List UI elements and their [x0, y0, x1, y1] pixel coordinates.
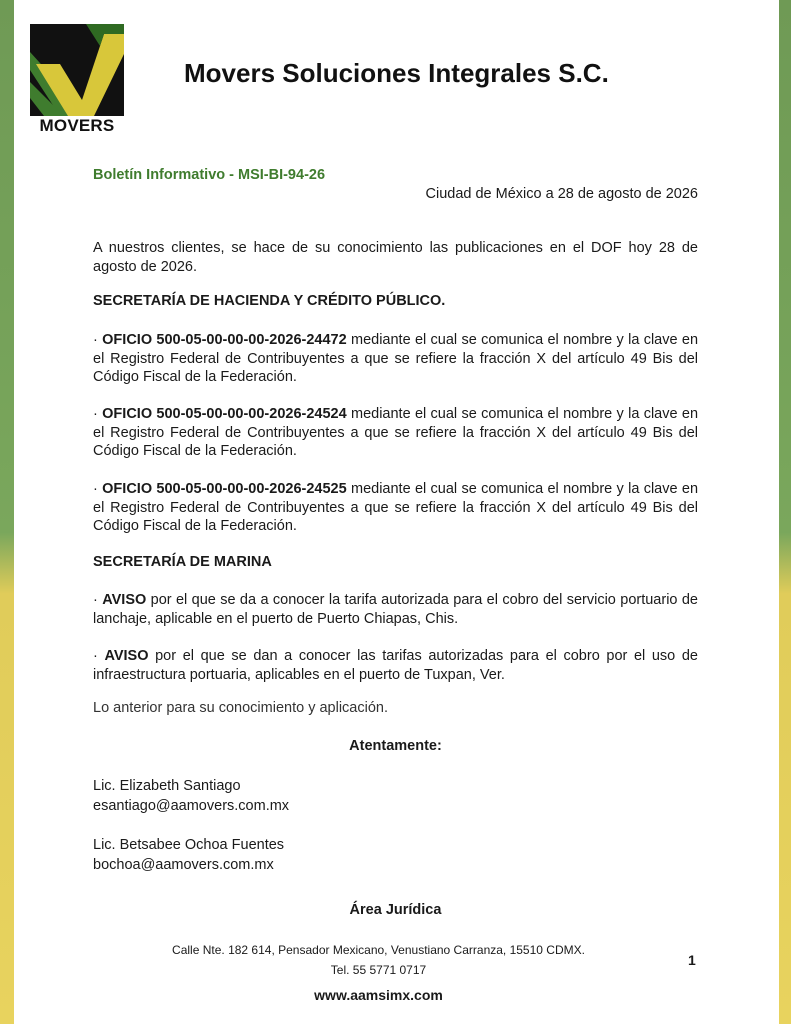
signatory-name: Lic. Betsabee Ochoa Fuentes [93, 837, 285, 853]
section-heading-shcp: SECRETARÍA DE HACIENDA Y CRÉDITO PÚBLICO. [93, 293, 446, 309]
oficio-number: OFICIO 500-05-00-00-00-2026-24525 [102, 481, 347, 497]
closing-line: Lo anterior para su conocimiento y aplicación. [93, 700, 388, 716]
list-item [93, 480, 698, 536]
oficio-number: OFICIO 500-05-00-00-00-2026-24472 [102, 332, 347, 348]
right-border-stripe [779, 0, 791, 1024]
section-heading-marina: SECRETARÍA DE MARINA [93, 554, 272, 570]
item-text: mediante el cual se comunica el nombre y la clave en el Registro Federal de Contribuyentes a que se refiere la fracción X del artículo 49 Bis del Código Fiscal de la Federación. [93, 481, 699, 534]
signatory-block [93, 776, 289, 816]
signatory-block [93, 835, 284, 875]
footer-phone: Tel. 55 5771 0717 [330, 963, 427, 977]
bulletin-title: Boletín Informativo - MSI-BI-94-26 [93, 167, 326, 183]
bullet: · [93, 592, 103, 608]
list-item [93, 647, 698, 684]
aviso-label: AVISO [102, 592, 147, 608]
footer-website[interactable]: www.aamsimx.com [314, 987, 443, 1003]
item-text: por el que se dan a conocer las tarifas autorizadas para el cobro por el uso de infraestructura portuaria, aplicables en el puerto de Tuxpan, Ver. [93, 648, 698, 683]
department-label: Área Jurídica [349, 902, 442, 918]
signatory-email[interactable]: bochoa@aamovers.com.mx [93, 857, 274, 873]
logo-wordmark: MOVERS [39, 116, 115, 135]
oficio-number: OFICIO 500-05-00-00-00-2026-24524 [102, 406, 347, 422]
item-text: mediante el cual se comunica el nombre y la clave en el Registro Federal de Contribuyentes a que se refiere la fracción X del artículo 49 Bis del Código Fiscal de la Federación. [93, 406, 699, 459]
list-item [93, 591, 698, 628]
bullet: · [93, 406, 103, 422]
item-text: mediante el cual se comunica el nombre y la clave en el Registro Federal de Contribuyentes a que se refiere la fracción X del artículo 49 Bis del Código Fiscal de la Federación. [93, 332, 699, 385]
bullet: · [93, 481, 103, 497]
bullet: · [93, 332, 103, 348]
list-item [93, 405, 698, 461]
left-border-stripe [0, 0, 14, 1024]
footer-address: Calle Nte. 182 614, Pensador Mexicano, Venustiano Carranza, 15510 CDMX. [172, 943, 585, 957]
aviso-label: AVISO [104, 648, 149, 664]
page-number: 1 [688, 952, 696, 968]
intro-paragraph: A nuestros clientes, se hace de su conocimiento las publicaciones en el DOF hoy 28 de agosto de 2026. [93, 240, 698, 275]
signatory-name: Lic. Elizabeth Santiago [93, 778, 241, 794]
movers-logo [30, 24, 124, 136]
logo-mark [30, 24, 124, 116]
document-date: Ciudad de México a 28 de agosto de 2026 [425, 186, 698, 202]
company-name: Movers Soluciones Integrales S.C. [184, 58, 609, 88]
atentamente-label: Atentamente: [349, 738, 442, 754]
bullet: · [93, 648, 105, 664]
signatory-email[interactable]: esantiago@aamovers.com.mx [93, 798, 290, 814]
item-text: por el que se da a conocer la tarifa autorizada para el cobro del servicio portuario de lanchaje, aplicable en el puerto de Puerto Chiapas, Chis. [93, 592, 698, 627]
list-item [93, 331, 698, 387]
